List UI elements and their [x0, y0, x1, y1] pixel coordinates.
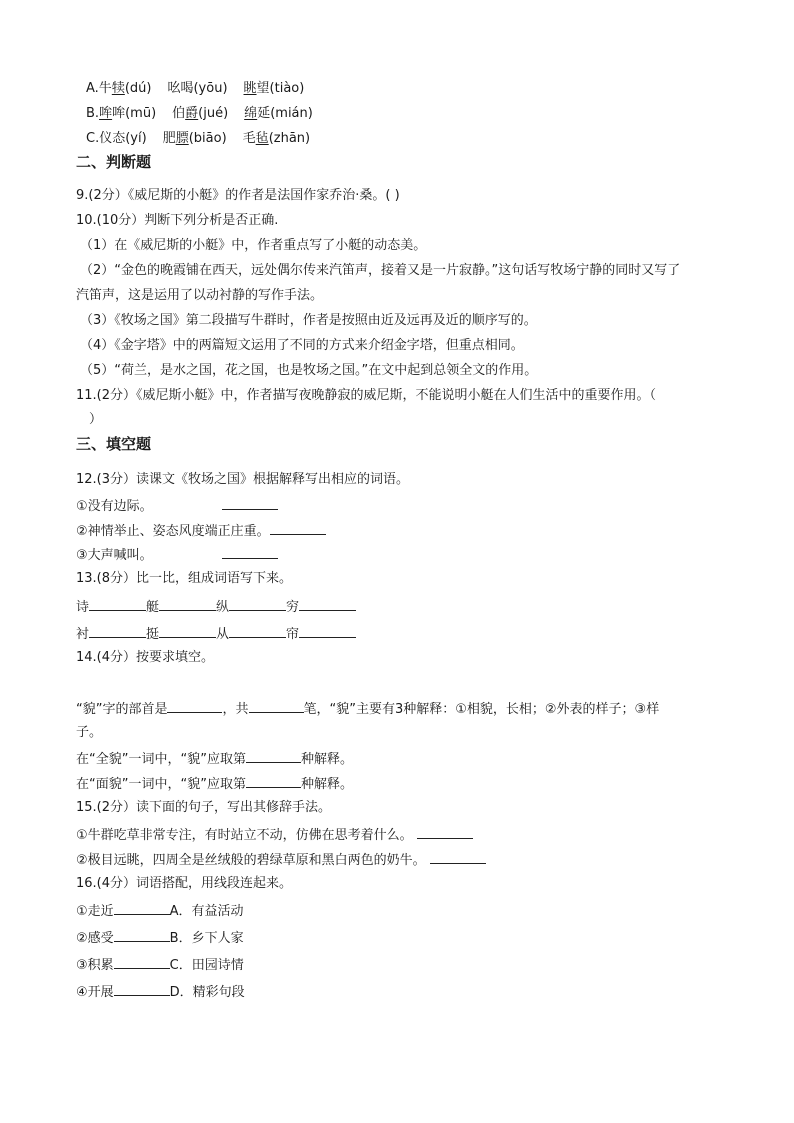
question-15-stem: 15.(2分）读下面的句子，写出其修辞手法。 [76, 800, 332, 815]
question-9: 9.(2分）《威尼斯的小艇》的作者是法国作家乔治·桑。( ) [76, 188, 400, 203]
question-14-stem: 14.(4分）按要求填空。 [76, 650, 215, 665]
answer-blank[interactable] [114, 929, 170, 942]
question-14-line-4: 在“面貌”一词中，“貌”应取第 种解释。 [76, 777, 353, 792]
question-10-stem: 10.(10分）判断下列分析是否正确. [76, 213, 279, 228]
answer-blank[interactable] [159, 598, 216, 611]
question-14-line-1: “貌”字的部首是 ，共 笔，“貌”主要有3种解释：①相貌，长相；②外表的样子；③样 [76, 702, 660, 717]
option-a[interactable]: A.牛犊(dú) 吆喝(yōu) 眺望(tiào) [86, 81, 305, 96]
question-10-item-4: （4）《金字塔》中的两篇短文运用了不同的方式来介绍金字塔，但重点相同。 [80, 338, 524, 353]
question-10-item-3: （3）《牧场之国》第二段描写牛群时，作者是按照由近及远再及近的顺序写的。 [80, 313, 537, 328]
question-11-line-2: ） [89, 412, 103, 427]
question-16-row: ④开展 D．精彩句段 [76, 985, 245, 1000]
answer-blank[interactable] [114, 902, 170, 915]
answer-blank[interactable] [299, 598, 356, 611]
question-14-line-3: 在“全貌”一词中，“貌”应取第 种解释。 [76, 752, 353, 767]
answer-blank[interactable] [430, 851, 486, 864]
answer-blank[interactable] [167, 700, 222, 713]
answer-blank[interactable] [270, 522, 326, 535]
answer-blank[interactable] [114, 983, 170, 996]
answer-blank[interactable] [114, 956, 170, 969]
answer-blank[interactable] [222, 497, 278, 510]
question-13-row-1: 诗 艇 纵 穷 [76, 598, 356, 616]
question-15-item-2: ②极目远眺，四周全是丝绒般的碧绿草原和黑白两色的奶牛。 [76, 851, 486, 869]
answer-blank[interactable] [89, 625, 146, 638]
question-15-item-1: ①牛群吃草非常专注，有时站立不动，仿佛在思考着什么。 [76, 826, 473, 844]
section-title-fill-in: 三、填空题 [76, 435, 152, 453]
question-16-stem: 16.(4分）词语搭配，用线段连起来。 [76, 876, 293, 891]
question-10-item-1: （1）在《威尼斯的小艇》中，作者重点写了小艇的动态美。 [80, 238, 427, 253]
question-10-item-5: （5）“荷兰，是水之国，花之国，也是牧场之国。”在文中起到总领全文的作用。 [80, 363, 538, 378]
answer-blank[interactable] [159, 625, 216, 638]
answer-blank[interactable] [246, 775, 301, 788]
option-c[interactable]: C.仪态(yí) 肥膘(biāo) 毛毡(zhān) [86, 131, 311, 146]
question-16-row: ③积累 C．田园诗情 [76, 958, 244, 973]
question-10-item-2-line-2: 汽笛声，这是运用了以动衬静的写作手法。 [76, 288, 324, 303]
section-title-judgement: 二、判断题 [76, 153, 152, 171]
answer-blank[interactable] [417, 826, 473, 839]
answer-blank[interactable] [229, 625, 286, 638]
question-10-item-2-line-1: （2）“金色的晚霞铺在西天，远处偶尔传来汽笛声，接着又是一片寂静。”这句话写牧场宁静的同时又写了 [80, 263, 681, 278]
answer-blank[interactable] [89, 598, 146, 611]
question-14-line-2: 子。 [76, 725, 103, 740]
option-b[interactable]: B.哞哞(mū) 伯爵(jué) 绵延(mián) [86, 106, 313, 121]
answer-blank[interactable] [299, 625, 356, 638]
question-12-item-3: ③大声喊叫。 [76, 546, 278, 564]
question-13-row-2: 衬 挺 从 帘 [76, 625, 356, 643]
question-11-line-1: 11.(2分）《威尼斯小艇》中，作者描写夜晚静寂的威尼斯，不能说明小艇在人们生活中的重要作用。（ [76, 388, 657, 403]
question-16-row: ①走近 A．有益活动 [76, 904, 244, 919]
answer-blank[interactable] [229, 598, 286, 611]
question-12-item-1: ①没有边际。 [76, 497, 278, 515]
question-12-item-2: ②神情举止、姿态风度端正庄重。 [76, 522, 326, 540]
answer-blank[interactable] [249, 700, 304, 713]
question-12-stem: 12.(3分）读课文《牧场之国》根据解释写出相应的词语。 [76, 472, 410, 487]
question-16-row: ②感受 B．乡下人家 [76, 931, 244, 946]
question-13-stem: 13.(8分）比一比，组成词语写下来。 [76, 571, 293, 586]
answer-blank[interactable] [246, 750, 301, 763]
answer-blank[interactable] [222, 546, 278, 559]
